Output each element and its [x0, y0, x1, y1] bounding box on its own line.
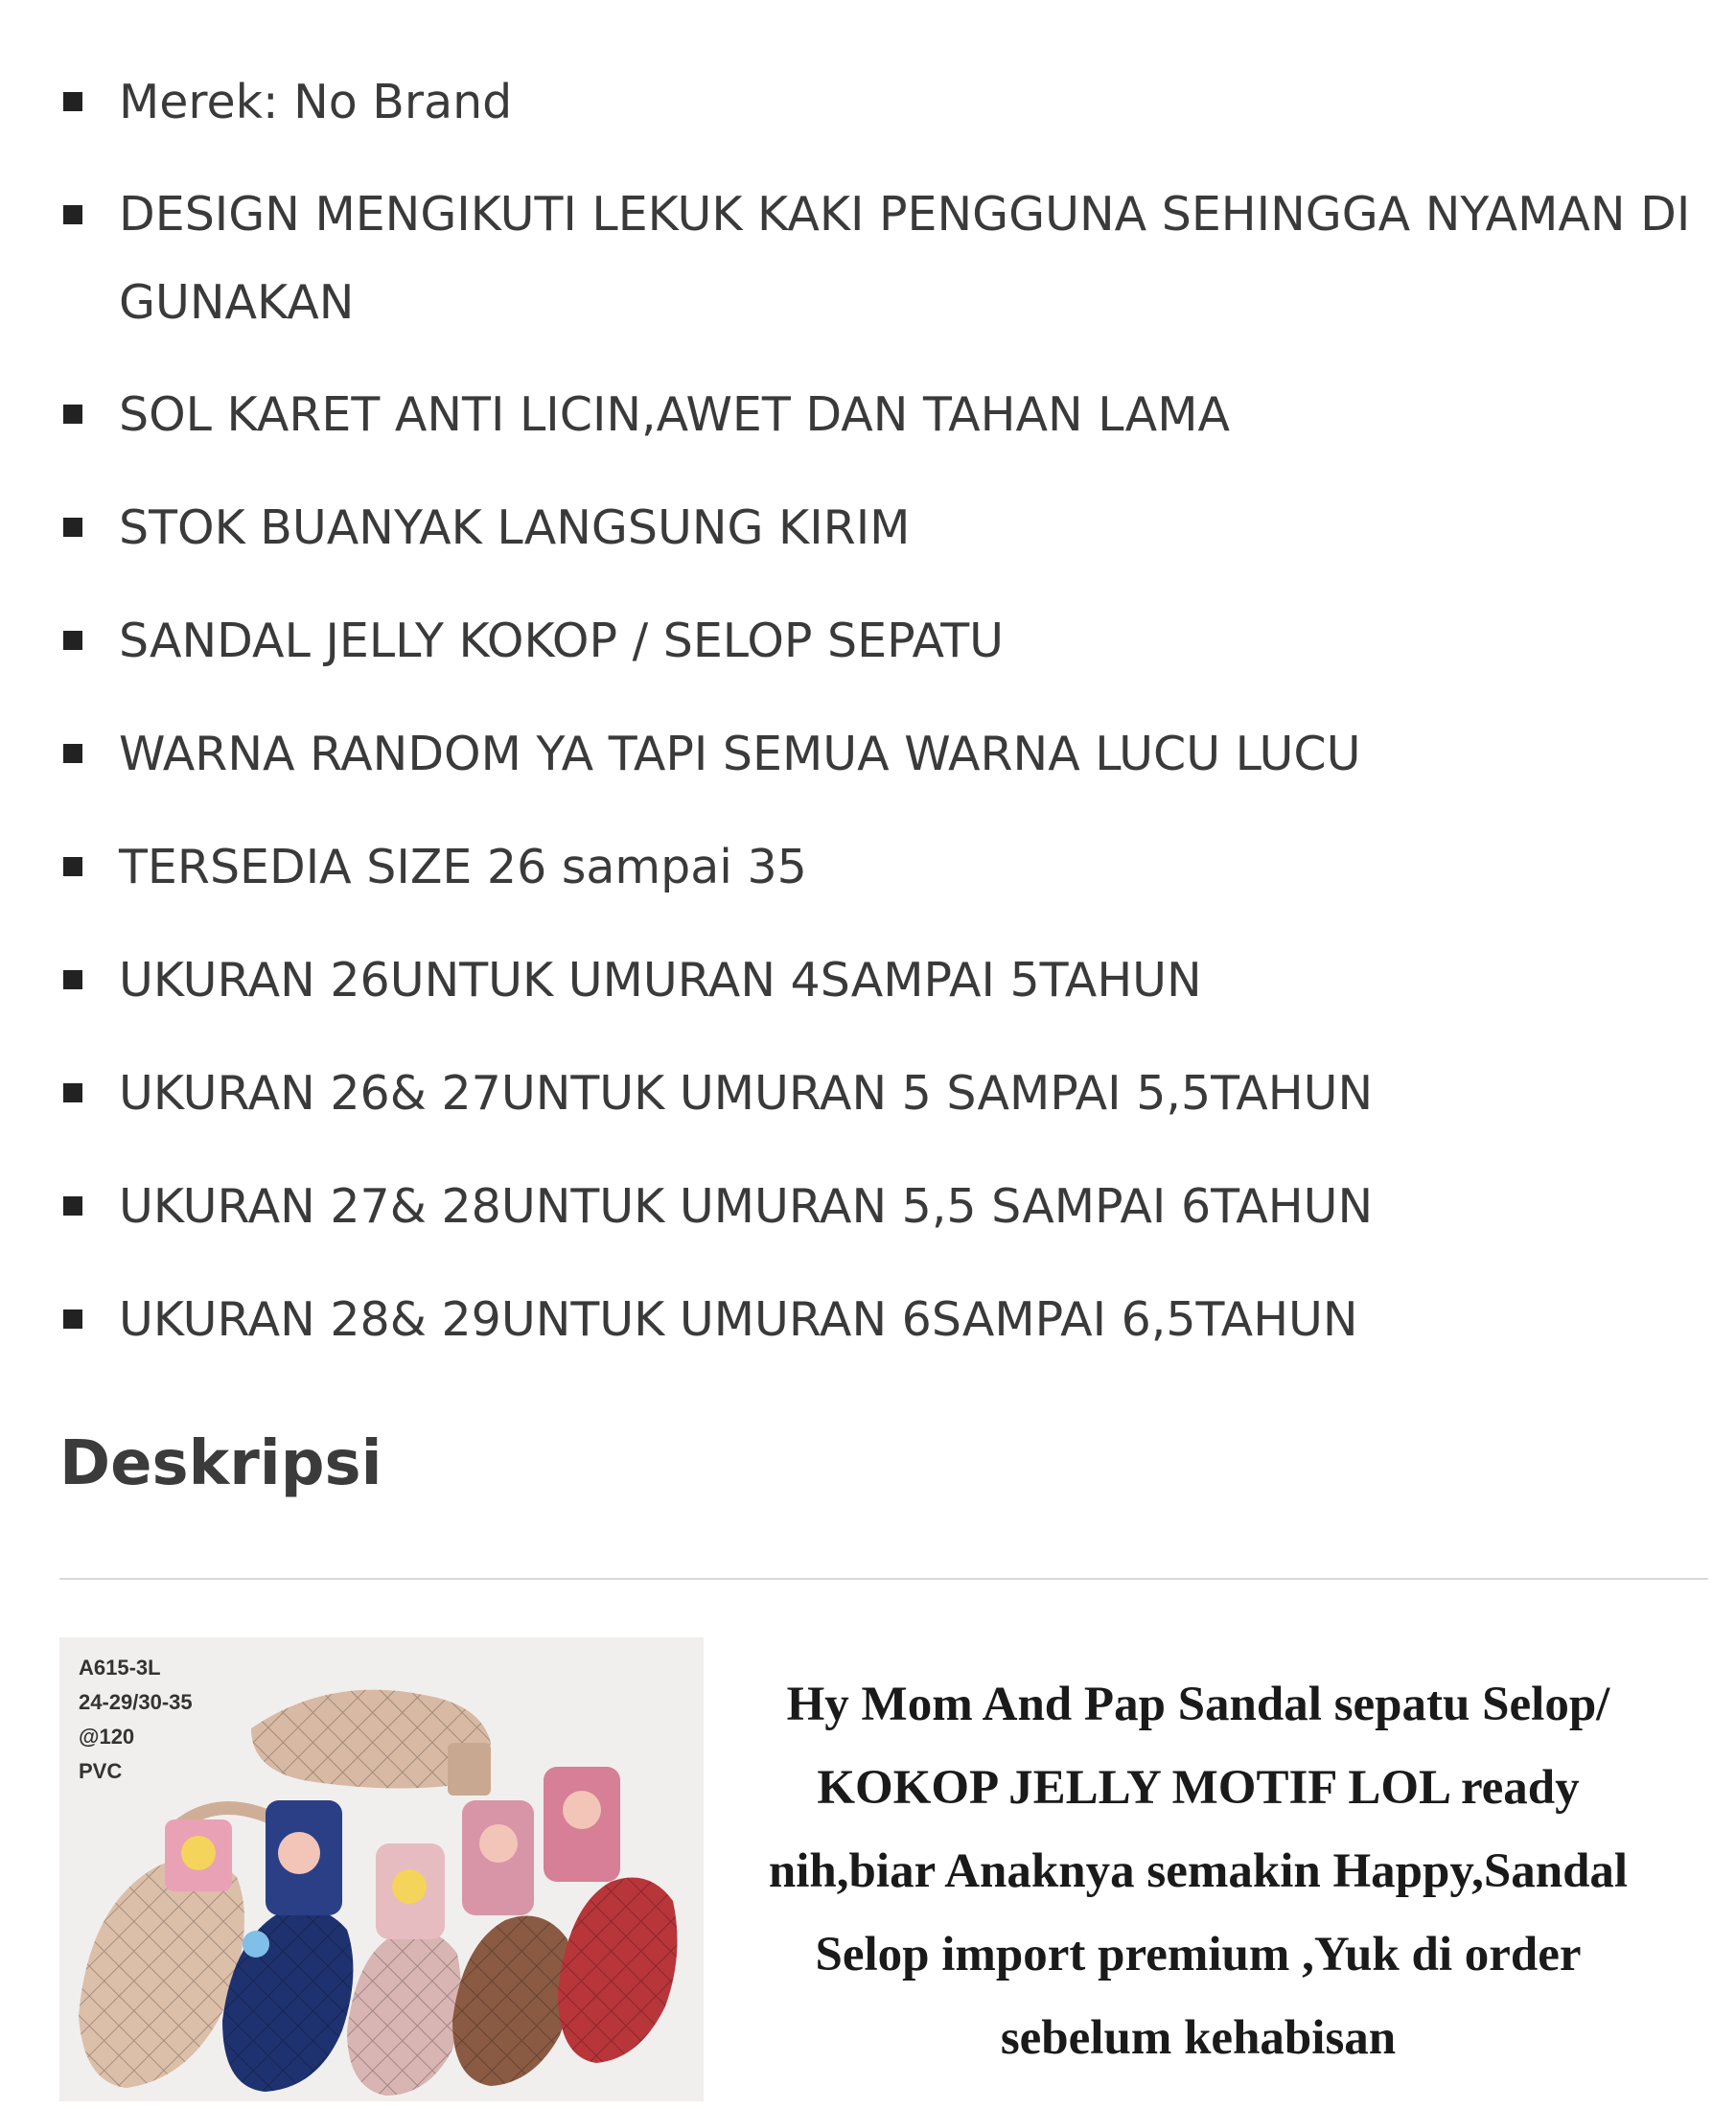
spec-item — [59, 1049, 1708, 1139]
bullet-icon — [63, 970, 82, 989]
bullet-icon — [63, 631, 82, 650]
spec-text: UKURAN 27& 28UNTUK UMURAN 5,5 SAMPAI 6TAHUN — [119, 1179, 1374, 1234]
bullet-icon — [63, 92, 82, 111]
bullet-icon — [63, 405, 82, 424]
spec-item — [59, 58, 1708, 148]
product-image — [59, 1637, 704, 2101]
spec-item — [59, 171, 1708, 347]
spec-text: SANDAL JELLY KOKOP / SELOP SEPATU — [119, 614, 1005, 668]
spec-item — [59, 1162, 1708, 1252]
bullet-icon — [63, 857, 82, 876]
spec-text: TERSEDIA SIZE 26 sampai 35 — [119, 840, 807, 894]
spec-text: UKURAN 26UNTUK UMURAN 4SAMPAI 5TAHUN — [119, 953, 1202, 1008]
spec-text: UKURAN 26& 27UNTUK UMURAN 5 SAMPAI 5,5TAHUN — [119, 1066, 1374, 1121]
bullet-icon — [63, 518, 82, 537]
spec-item — [59, 709, 1708, 800]
spec-item — [59, 823, 1708, 913]
product-code-label: A615-3L 24-29/30-35 @120 PVC — [79, 1656, 193, 1783]
spec-item — [59, 1275, 1708, 1365]
description-title: Deskripsi — [59, 1428, 382, 1499]
spec-item — [59, 483, 1708, 573]
spec-item — [59, 936, 1708, 1026]
spec-text: UKURAN 28& 29UNTUK UMURAN 6SAMPAI 6,5TAHUN — [119, 1292, 1358, 1347]
specs-list — [59, 58, 1708, 1388]
bullet-icon — [63, 1309, 82, 1329]
spec-text: DESIGN MENGIKUTI LEKUK KAKI PENGGUNA SEHINGGA NYAMAN DI GUNAKAN — [119, 187, 1691, 330]
bullet-icon — [63, 744, 82, 763]
spec-item — [59, 370, 1708, 460]
sandal-pink — [347, 1843, 461, 2096]
spec-text: SOL KARET ANTI LICIN,AWET DAN TAHAN LAMA — [119, 387, 1230, 442]
spec-text: STOK BUANYAK LANGSUNG KIRIM — [119, 500, 911, 555]
description-text: Hy Mom And Pap Sandal sepatu Selop/ KOKOP JELLY MOTIF LOL ready nih,biar Anaknya semakin Happy,Sandal Selop import premium ,Yuk di order sebelum kehabisan — [768, 1678, 1629, 2065]
spec-text: WARNA RANDOM YA TAPI SEMUA WARNA LUCU LUCU — [119, 727, 1361, 781]
divider — [59, 1578, 1708, 1580]
bullet-icon — [63, 1083, 82, 1102]
spec-item — [59, 596, 1708, 686]
bullet-icon — [63, 1196, 82, 1216]
sandal-red — [544, 1767, 678, 2063]
bullet-icon — [63, 205, 82, 224]
spec-text: Merek: No Brand — [119, 75, 513, 129]
sandal-beige-back — [251, 1690, 491, 1796]
